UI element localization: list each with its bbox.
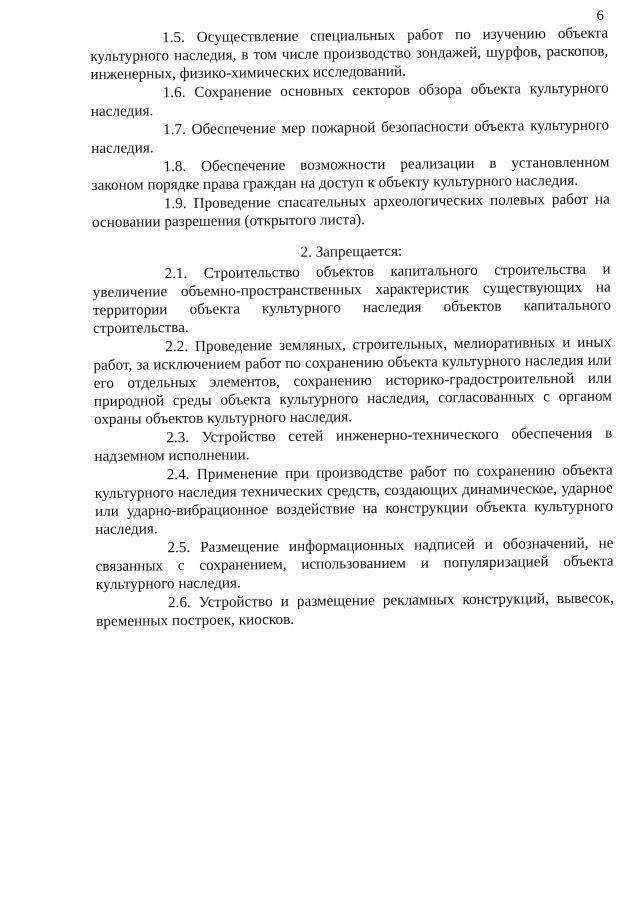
item-text: Обеспечение возможности реализации в установленном законом порядке права граждан на доступ к объекту культурного наследия. [91,153,610,194]
paragraph-2-4 [95,462,614,539]
item-text: Устройство сетей инженерно-технического обеспечения в надземном исполнении. [94,424,613,465]
item-number: 2.1. [164,264,188,283]
item-number: 2.3. [166,428,190,447]
item-text: Сохранение основных секторов обзора объекта культурного наследия. [90,79,609,120]
item-number: 1.6. [162,84,186,102]
item-number: 1.5. [161,29,185,47]
item-number: 2.4. [166,465,190,484]
item-text: Устройство и размещение рекламных конструкций, вывесок, временных построек, киосков. [96,589,615,630]
section-heading: 2. Запрещается: [300,242,403,261]
paragraph-2-5 [95,535,614,594]
item-number: 1.9. [163,194,187,213]
paragraph-2-2 [93,334,612,429]
item-text: Размещение информационных надписей и обозначений, не связанных с сохранением, использованием и популяризацией объекта культурного наследия. [95,534,614,593]
item-number: 2.5. [167,538,191,557]
item-number: 2.2. [165,337,189,356]
page-number: 6 [596,8,604,24]
item-text: Осуществление специальных работ по изучению объекта культурного наследия, в том числе производство зондажей, шурфов, раскопов, инженерных, физико-химических исследований. [90,24,609,83]
item-text: Применение при производстве работ по сохранению объекта культурного наследия технических средств, создающих динамическое, ударное или ударно-вибрационное воздействие на конструкции объекта культурного наследия. [94,461,614,538]
item-number: 1.7. [162,121,186,139]
item-number: 2.6. [167,593,191,612]
document-body [90,25,614,632]
paragraph-1-5 [90,25,609,84]
item-number: 1.8. [163,158,187,176]
paragraph-2-6 [96,590,614,631]
item-text: Проведение спасательных археологических полевых работ на основании разрешения (открытого листа). [91,190,610,231]
paragraph-1-9 [92,191,610,232]
paragraph-2-1 [92,261,611,338]
item-text: Обеспечение мер пожарной безопасности объекта культурного наследия. [91,116,610,157]
paragraph-1-8 [91,154,609,195]
item-text: Строительство объектов капитального строительства и увеличение объемно-пространственных характеристик существующих на территории объекта культурного наследия объектов капитального строительства. [92,260,611,337]
paragraph-2-3 [94,425,612,466]
item-text: Проведение земляных, строительных, мелиоративных и иных работ, за исключением работ по сохранению объекта культурного наследия или его отдельных элементов, сохранению историко-градостроительной или природной среды объекта культурного наследия, согласованных с органом охраны объектов культурного наследия. [93,333,612,428]
paragraph-1-7 [91,117,609,158]
paragraph-1-6 [91,80,609,121]
